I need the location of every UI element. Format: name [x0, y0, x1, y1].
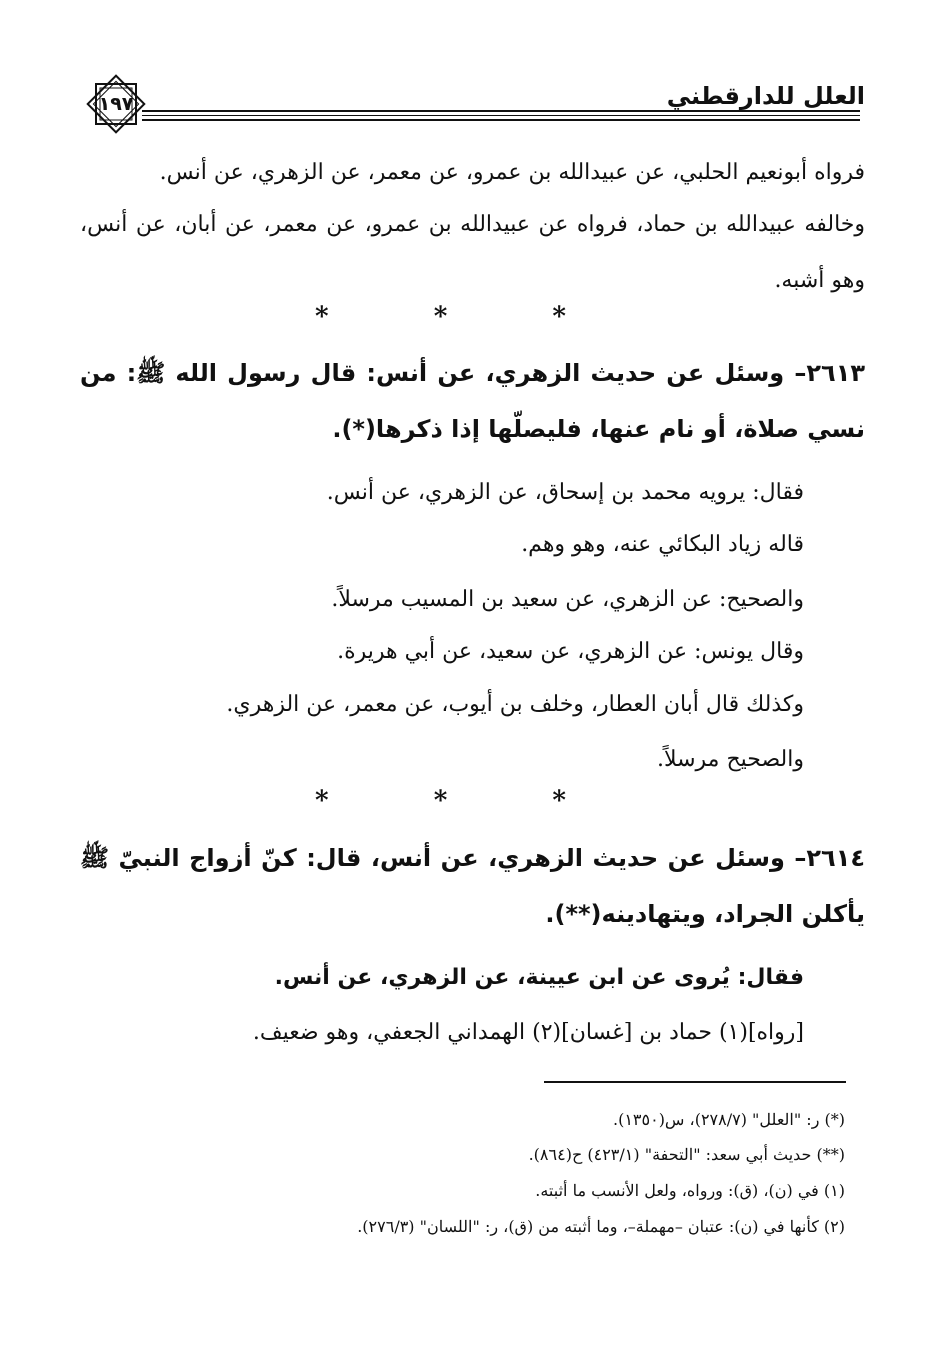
answer-line: قاله زياد البكائي عنه، وهو وهم. [521, 532, 804, 557]
answer-line: وكذلك قال أبان العطار، وخلف بن أيوب، عن معمر، عن الزهري. [226, 692, 804, 717]
header-rule [142, 115, 860, 116]
answer-line: وقال يونس: عن الزهري، عن سعيد، عن أبي هريرة. [337, 639, 804, 664]
footnote: (*) ر: "العلل" (٢٧٨/٧)، س(١٣٥٠). [612, 1110, 845, 1129]
answer-line: والصحيح مرسلاً. [656, 747, 804, 772]
answer-line: فقال: يُروى عن ابن عيينة، عن الزهري، عن أنس. [274, 965, 804, 990]
book-title: العلل للدارقطني [666, 82, 865, 110]
question-2614-heading: ٢٦١٤– وسئل عن حديث الزهري، عن أنس، قال: كنّ أزواج النبيّ ﷺ يأكلن الجراد، ويتهادينه(**). [80, 844, 865, 928]
footnote-rule [544, 1081, 846, 1083]
footnote: (**) حديث أبي سعد: "التحفة" (٤٢٣/١) ح(٨٦٤). [528, 1145, 845, 1164]
paragraph-2: وخالفه عبيدالله بن حماد، فرواه عن عبيدالله بن عمرو، عن معمر، عن أبان، عن أنس، وهو أشبه. [80, 212, 865, 293]
header-rule [142, 110, 860, 112]
page-number-badge [84, 72, 148, 136]
footnote: (٢) كأنها في (ن): عتبان –مهملة–، وما أثبته من (ق)، ر: "اللسان" (٢٧٦/٣). [357, 1217, 845, 1236]
section-separator: * * * [315, 302, 614, 332]
answer-line: فقال: يرويه محمد بن إسحاق، عن الزهري، عن أنس. [326, 480, 804, 505]
section-separator: * * * [315, 786, 614, 816]
header-rule [142, 119, 860, 121]
footnote: (١) في (ن)، (ق): ورواه، ولعل الأنسب ما أثبته. [535, 1181, 845, 1200]
answer-line: والصحيح: عن الزهري، عن سعيد بن المسيب مرسلاً. [331, 587, 804, 612]
answer-line: [رواه](١) حماد بن [غسان](٢) الهمداني الجعفي، وهو ضعيف. [252, 1020, 804, 1045]
paragraph-1: فرواه أبونعيم الحلبي، عن عبيدالله بن عمرو، عن معمر، عن الزهري، عن أنس. [159, 160, 865, 185]
page-number: ١٩٧ [98, 93, 134, 115]
question-2613-heading: ٢٦١٣– وسئل عن حديث الزهري، عن أنس: قال رسول الله ﷺ: من نسي صلاة، أو نام عنها، فليصلّها إذا ذكرها(*). [80, 359, 865, 443]
